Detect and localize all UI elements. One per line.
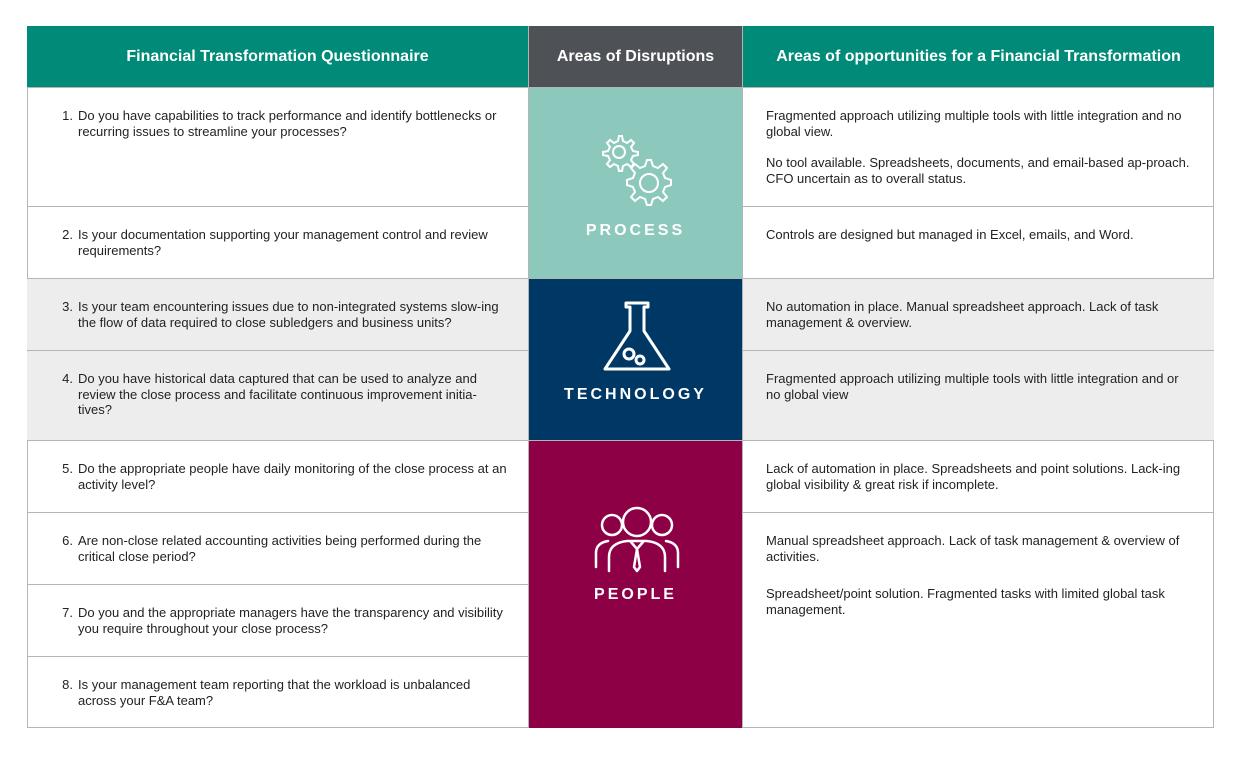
question-number: 6. (62, 533, 73, 548)
header-questionnaire (27, 26, 528, 87)
question-row (27, 278, 528, 350)
opportunity-cell (743, 206, 1214, 278)
question-text: Do you have capabilities to track performance and identify bottlenecks or recurring issues to streamline your processes? (78, 108, 497, 139)
question-number: 5. (62, 461, 73, 476)
header-opportunities (743, 26, 1214, 87)
question-text: Are non-close related accounting activities being performed during the critical close period? (78, 533, 482, 564)
people-group-icon (593, 505, 681, 575)
opportunity-cell (743, 440, 1214, 512)
header-opportunities-label: Areas of opportunities for a Financial Transformation (776, 47, 1181, 65)
question-row (27, 656, 528, 728)
opportunity-cell (743, 87, 1214, 206)
question-number: 3. (62, 299, 73, 314)
opportunity-text: Lack of automation in place. Spreadsheets and point solutions. Lack-ing global visibility & great risk if incomplete. (766, 461, 1181, 492)
question-row (27, 584, 528, 656)
category-label: PEOPLE (594, 586, 677, 603)
question-text: Do the appropriate people have daily monitoring of the close process at an activity level? (78, 461, 507, 492)
question-number: 7. (62, 605, 73, 620)
category-process (528, 87, 743, 278)
opportunity-cell (743, 350, 1214, 440)
opportunity-cell (743, 278, 1214, 350)
question-row (27, 350, 528, 440)
header-questionnaire-label: Financial Transformation Questionnaire (126, 47, 429, 65)
question-text: Is your documentation supporting your management control and review requirements? (78, 227, 488, 258)
category-technology (528, 278, 743, 440)
opportunity-cell (743, 512, 1214, 728)
opportunity-text: Manual spreadsheet approach. Lack of task management & overview of activities. (766, 533, 1180, 564)
opportunity-text: Controls are designed but managed in Excel, emails, and Word. (766, 227, 1134, 242)
opportunity-text: Spreadsheet/point solution. Fragmented tasks with limited global task management. (766, 586, 1165, 617)
question-text: Do you and the appropriate managers have the transparency and visibility you require throughout your close process? (78, 605, 503, 636)
opportunity-text: No automation in place. Manual spreadsheet approach. Lack of task management & overview. (766, 299, 1159, 330)
opportunity-text: Fragmented approach utilizing multiple tools with little integration and or no global view (766, 371, 1179, 402)
category-label: TECHNOLOGY (564, 386, 707, 403)
question-row (27, 440, 528, 512)
opportunity-text: No tool available. Spreadsheets, documents, and email-based ap-proach. CFO uncertain as to overall status. (766, 155, 1190, 186)
question-text: Do you have historical data captured that can be used to analyze and review the close process and facilitate continuous improvement initia-tives? (78, 371, 477, 417)
opportunity-text: Fragmented approach utilizing multiple tools with little integration and no global view. (766, 108, 1182, 139)
header-disruptions-label: Areas of Disruptions (556, 47, 715, 65)
gears-icon (599, 133, 675, 211)
question-number: 8. (62, 677, 73, 692)
question-row (27, 206, 528, 278)
question-number: 2. (62, 227, 73, 242)
header-disruptions (528, 26, 743, 87)
question-row (27, 87, 528, 206)
question-row (27, 512, 528, 584)
question-number: 4. (62, 371, 73, 386)
flask-icon (599, 299, 675, 375)
question-number: 1. (62, 108, 73, 123)
question-text: Is your management team reporting that the workload is unbalanced across your F&A team? (78, 677, 471, 708)
category-label: PROCESS (585, 222, 686, 239)
category-people (528, 440, 743, 728)
question-text: Is your team encountering issues due to non-integrated systems slow-ing the flow of data required to close subledgers and business units? (78, 299, 499, 330)
